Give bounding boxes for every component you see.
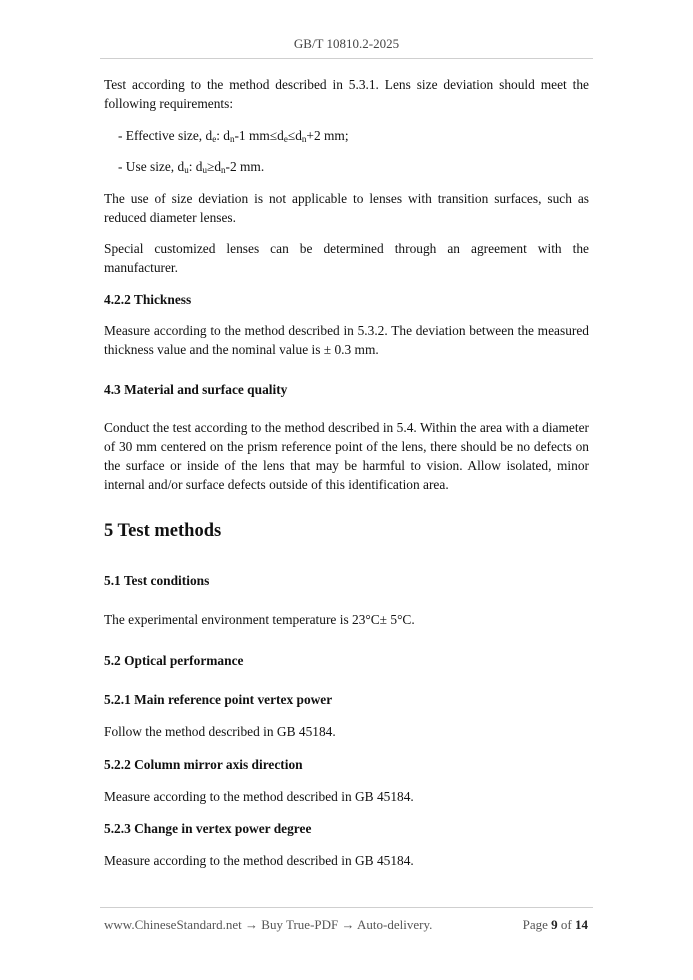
heading-5-2-2: 5.2.2 Column mirror axis direction — [104, 757, 303, 772]
website-link[interactable]: www.ChineseStandard.net — [104, 917, 242, 932]
header-rule — [100, 58, 593, 59]
heading-5-1: 5.1 Test conditions — [104, 573, 210, 588]
buy-pdf-link[interactable]: Buy True-PDF — [261, 917, 339, 932]
page-indicator: Page 9 of 14 — [522, 917, 588, 932]
paragraph-5-2-2: Measure according to the method described in GB 45184. — [104, 789, 414, 804]
list-item-use-size: - Use size, $d_u$: $d_u\ge d_n-2$ mm. — [118, 159, 265, 175]
document-header: GB/T 10810.2-2025 — [293, 36, 400, 51]
paragraph-size-intro: Test according to the method described in 5.3.1. Lens size deviation should meet the following requirements: — [104, 77, 589, 111]
heading-4-3: 4.3 Material and surface quality — [104, 382, 288, 397]
arrow-right-icon: → — [241, 917, 262, 932]
heading-5-2-3: 5.2.3 Change in vertex power degree — [104, 821, 312, 836]
arrow-right-icon: → — [338, 917, 358, 932]
paragraph-material: Conduct the test according to the method described in 5.4. Within the area with a diameter of 30 mm centered on the prism reference point of the lens, there should be no defects on the surface or inside of the lens that may be harmful to vision. Allow isolated, minor internal and/or surface defects outside of this identification area. — [104, 420, 589, 492]
paragraph-thickness: Measure according to the method described in 5.3.2. The deviation between the measured thickness value and the nominal value is ± 0.3 mm. — [104, 323, 589, 357]
paragraph-5-2-1: Follow the method described in GB 45184. — [104, 724, 336, 739]
paragraph-test-conditions: The experimental environment temperature is 23°C± 5°C. — [104, 612, 415, 627]
current-page-number: 9 — [551, 917, 558, 932]
list-item-effective-size: - Effective size, $d_e$: $d_n-1$ $mm\le d_e\le d_n+2$ mm; — [118, 128, 349, 144]
heading-5-2: 5.2 Optical performance — [104, 653, 244, 668]
heading-4-2-2: 4.2.2 Thickness — [104, 292, 192, 307]
paragraph-customized: Special customized lenses can be determined through an agreement with the manufacturer. — [104, 241, 589, 275]
heading-5-2-1: 5.2.1 Main reference point vertex power — [104, 692, 333, 707]
auto-delivery-text: Auto-delivery. — [357, 917, 433, 932]
paragraph-transition: The use of size deviation is not applicable to lenses with transition surfaces, such as reduced diameter lenses. — [104, 191, 589, 225]
paragraph-5-2-3: Measure according to the method described in GB 45184. — [104, 853, 414, 868]
footer-links — [104, 917, 432, 933]
total-pages: 14 — [575, 917, 588, 932]
heading-5: 5 Test methods — [104, 521, 222, 541]
footer-rule — [100, 907, 593, 908]
